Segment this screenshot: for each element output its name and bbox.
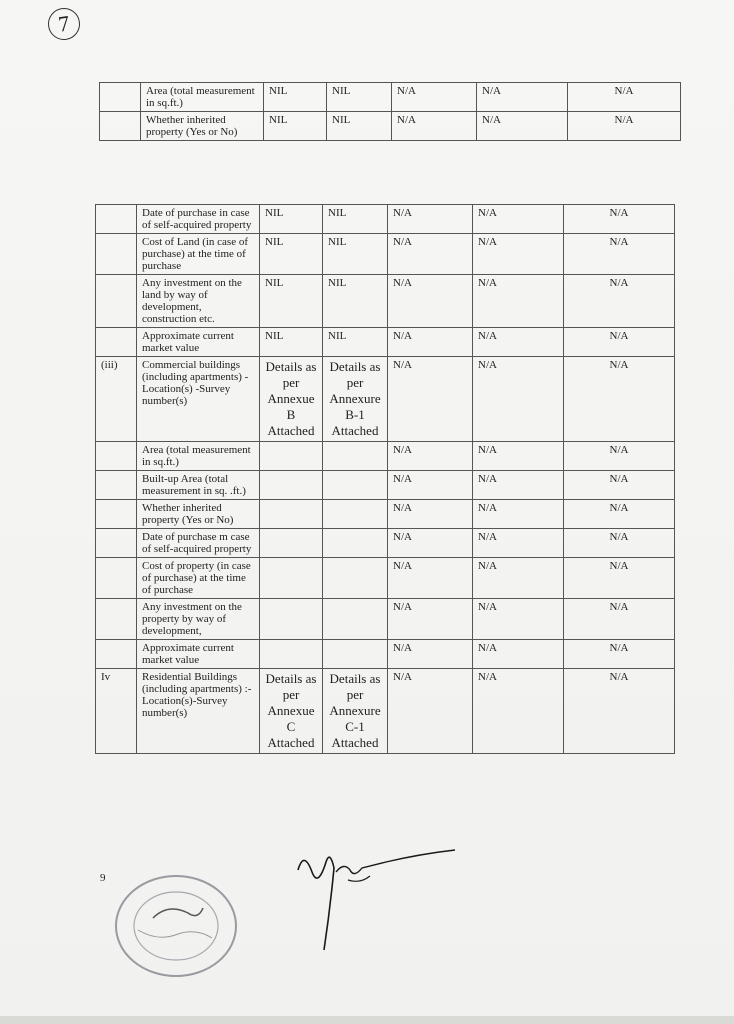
value-cell-4: N/A (473, 529, 564, 558)
value-cell-1: NIL (260, 205, 323, 234)
value-cell-2: NIL (323, 328, 388, 357)
value-cell-3: N/A (388, 640, 473, 669)
value-cell-5: N/A (564, 529, 675, 558)
value-cell-2 (323, 500, 388, 529)
value-cell-4: N/A (473, 599, 564, 640)
table-row (96, 640, 675, 669)
value-cell-4: N/A (473, 275, 564, 328)
value-cell-5: N/A (564, 275, 675, 328)
value-cell-1 (260, 640, 323, 669)
value-cell-5: N/A (564, 234, 675, 275)
row-index-cell (96, 275, 137, 328)
value-cell-3: N/A (388, 471, 473, 500)
value-cell-3: N/A (388, 669, 473, 754)
row-index-cell (96, 234, 137, 275)
table-row (96, 471, 675, 500)
value-cell-1: NIL (260, 234, 323, 275)
value-cell-5: N/A (568, 112, 681, 141)
table-row (96, 328, 675, 357)
row-index-cell (100, 112, 141, 141)
row-index-cell: Iv (96, 669, 137, 754)
table-row (100, 83, 681, 112)
value-cell-4: N/A (473, 357, 564, 442)
property-details-table (95, 204, 675, 754)
table-row (96, 500, 675, 529)
value-cell-5: N/A (564, 599, 675, 640)
row-index-cell (96, 471, 137, 500)
value-cell-4: N/A (473, 471, 564, 500)
value-cell-5: N/A (564, 500, 675, 529)
value-cell-3: N/A (388, 442, 473, 471)
value-cell-5: N/A (568, 83, 681, 112)
table-row (96, 275, 675, 328)
value-cell-4: N/A (473, 558, 564, 599)
value-cell-3: N/A (388, 328, 473, 357)
value-cell-1: Details as per Annexue B Attached (260, 357, 323, 442)
value-cell-1: NIL (260, 275, 323, 328)
value-cell-1: Details as per Annexue C Attached (260, 669, 323, 754)
value-cell-5: N/A (564, 640, 675, 669)
description-cell: Any investment on the land by way of development, construction etc. (137, 275, 260, 328)
value-cell-5: N/A (564, 558, 675, 599)
table-row (96, 205, 675, 234)
value-cell-2 (323, 640, 388, 669)
value-cell-3: N/A (388, 500, 473, 529)
value-cell-2: Details as per Annexure B-1 Attached (323, 357, 388, 442)
description-cell: Date of purchase m case of self-acquired property (137, 529, 260, 558)
row-index-cell: (iii) (96, 357, 137, 442)
description-cell: Built-up Area (total measurement in sq. .ft.) (137, 471, 260, 500)
table-row (96, 599, 675, 640)
table-row (96, 357, 675, 442)
value-cell-3: N/A (388, 558, 473, 599)
table-row (96, 529, 675, 558)
value-cell-4: N/A (477, 83, 568, 112)
description-cell: Area (total measurement in sq.ft.) (137, 442, 260, 471)
description-cell: Any investment on the property by way of development, (137, 599, 260, 640)
notary-seal (108, 868, 244, 980)
value-cell-1 (260, 442, 323, 471)
table-row (100, 112, 681, 141)
value-cell-3: N/A (392, 112, 477, 141)
row-index-cell (96, 205, 137, 234)
value-cell-4: N/A (477, 112, 568, 141)
row-index-cell (96, 442, 137, 471)
row-index-cell (96, 640, 137, 669)
description-cell: Area (total measurement in sq.ft.) (141, 83, 264, 112)
value-cell-2: NIL (327, 112, 392, 141)
description-cell: Cost of Land (in case of purchase) at the time of purchase (137, 234, 260, 275)
value-cell-2: NIL (323, 205, 388, 234)
value-cell-3: N/A (388, 275, 473, 328)
value-cell-3: N/A (388, 599, 473, 640)
signature (290, 840, 470, 955)
description-cell: Whether inherited property (Yes or No) (137, 500, 260, 529)
row-index-cell (96, 500, 137, 529)
description-cell: Whether inherited property (Yes or No) (141, 112, 264, 141)
value-cell-1 (260, 500, 323, 529)
value-cell-2 (323, 529, 388, 558)
description-cell: Cost of property (in case of purchase) at the time of purchase (137, 558, 260, 599)
value-cell-5: N/A (564, 357, 675, 442)
description-cell: Date of purchase in case of self-acquired property (137, 205, 260, 234)
table-row (96, 558, 675, 599)
value-cell-2 (323, 471, 388, 500)
property-table-continued (99, 82, 681, 141)
description-cell: Commercial buildings (including apartments) - Location(s) -Survey number(s) (137, 357, 260, 442)
value-cell-4: N/A (473, 669, 564, 754)
page-number: 9 (100, 872, 106, 884)
value-cell-1: NIL (264, 112, 327, 141)
value-cell-5: N/A (564, 471, 675, 500)
value-cell-5: N/A (564, 328, 675, 357)
value-cell-2: NIL (323, 275, 388, 328)
value-cell-2 (323, 599, 388, 640)
value-cell-1 (260, 471, 323, 500)
value-cell-3: N/A (388, 357, 473, 442)
value-cell-4: N/A (473, 500, 564, 529)
table-row (96, 669, 675, 754)
value-cell-2: NIL (323, 234, 388, 275)
value-cell-4: N/A (473, 234, 564, 275)
value-cell-3: N/A (392, 83, 477, 112)
value-cell-3: N/A (388, 529, 473, 558)
value-cell-4: N/A (473, 442, 564, 471)
value-cell-1: NIL (260, 328, 323, 357)
description-cell: Approximate current market value (137, 328, 260, 357)
value-cell-4: N/A (473, 205, 564, 234)
value-cell-3: N/A (388, 205, 473, 234)
value-cell-1: NIL (264, 83, 327, 112)
value-cell-5: N/A (564, 205, 675, 234)
row-index-cell (96, 328, 137, 357)
value-cell-4: N/A (473, 328, 564, 357)
table-row (96, 234, 675, 275)
value-cell-5: N/A (564, 442, 675, 471)
page-mark: 7 (46, 6, 82, 42)
value-cell-2 (323, 442, 388, 471)
value-cell-5: N/A (564, 669, 675, 754)
value-cell-2: NIL (327, 83, 392, 112)
description-cell: Residential Buildings (including apartments) :- Location(s)-Survey number(s) (137, 669, 260, 754)
description-cell: Approximate current market value (137, 640, 260, 669)
scan-edge (0, 1016, 734, 1024)
row-index-cell (100, 83, 141, 112)
value-cell-2 (323, 558, 388, 599)
value-cell-1 (260, 529, 323, 558)
row-index-cell (96, 599, 137, 640)
row-index-cell (96, 529, 137, 558)
value-cell-2: Details as per Annexure C-1 Attached (323, 669, 388, 754)
value-cell-1 (260, 558, 323, 599)
value-cell-1 (260, 599, 323, 640)
value-cell-4: N/A (473, 640, 564, 669)
row-index-cell (96, 558, 137, 599)
value-cell-3: N/A (388, 234, 473, 275)
table-row (96, 442, 675, 471)
